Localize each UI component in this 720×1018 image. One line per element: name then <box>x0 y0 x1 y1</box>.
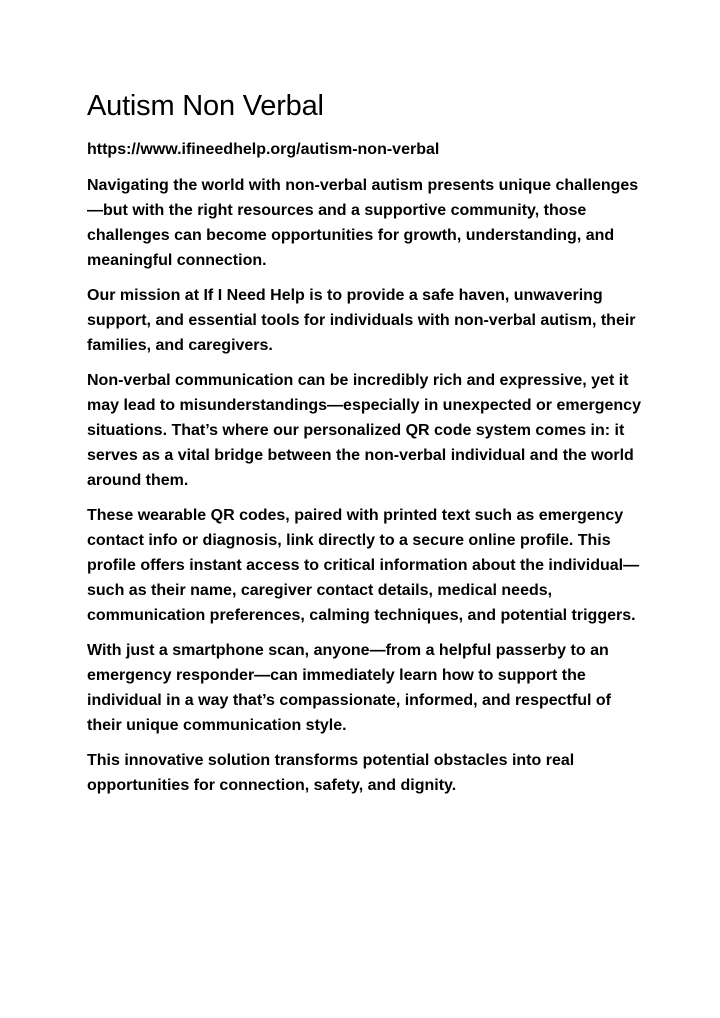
paragraph-communication: Non-verbal communication can be incredibly rich and expressive, yet it may lead to misunderstandings—especially in unexpected or emergency situations. That’s where our personalized QR code system comes in: it serves as a vital bridge between the non-verbal individual and the world around them. <box>87 372 641 489</box>
paragraph-mission: Our mission at If I Need Help is to provide a safe haven, unwavering support, and essential tools for individuals with non-verbal autism, their families, and caregivers. <box>87 287 636 354</box>
paragraph-intro: Navigating the world with non-verbal autism presents unique challenges—but with the right resources and a supportive community, those challenges can become opportunities for growth, understanding, and meaningful connection. <box>87 177 639 269</box>
paragraph-conclusion: This innovative solution transforms potential obstacles into real opportunities for connection, safety, and dignity. <box>87 752 575 794</box>
paragraph-smartphone-scan: With just a smartphone scan, anyone—from a helpful passerby to an emergency responder—can immediately learn how to support the individual in a way that’s compassionate, informed, and respectful of their unique communication style. <box>87 642 611 734</box>
page-title: Autism Non Verbal <box>87 90 324 122</box>
document-page <box>87 88 647 808</box>
paragraph-qr-codes: These wearable QR codes, paired with printed text such as emergency contact info or diagnosis, link directly to a secure online profile. This profile offers instant access to critical information about the individual—such as their name, caregiver contact details, medical needs, communication preferences, calming techniques, and potential triggers. <box>87 507 640 624</box>
page-url: https://www.ifineedhelp.org/autism-non-verbal <box>87 141 440 158</box>
